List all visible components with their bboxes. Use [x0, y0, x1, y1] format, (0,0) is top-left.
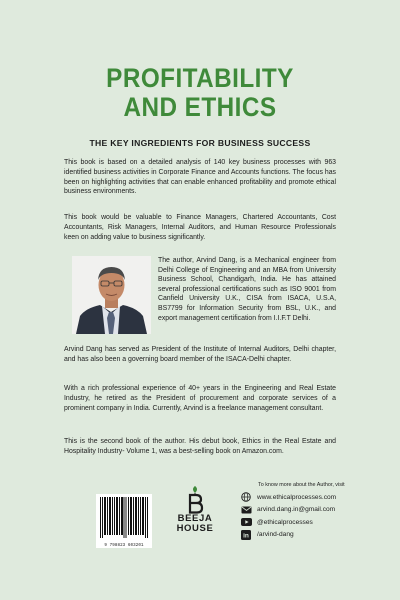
contact-youtube[interactable] [240, 516, 390, 529]
contact-heading: To know more about the Author, visit [258, 482, 345, 488]
author-experience-paragraph: With a rich professional experience of 40+ years in the Engineering and Real Estate Industry, he retired as the President of procurement and corporate services of a prominent company in India. Currently, Arvind is a freelance management consultant. [64, 385, 336, 412]
email-icon [240, 505, 252, 515]
linkedin-icon [240, 530, 252, 540]
author-contact [240, 482, 390, 541]
author-roles-paragraph: Arvind Dang has served as President of the Institute of Internal Auditors, Delhi chapter, and has also been a governing board member of the ISACA-Delhi chapter. [64, 346, 336, 363]
author-photo [72, 256, 151, 334]
contact-email[interactable] [240, 504, 390, 517]
website-link[interactable]: www.ethicalprocesses.com [257, 493, 337, 501]
youtube-link[interactable]: @ethicalprocesses [257, 518, 313, 526]
barcode-bars [99, 497, 149, 538]
publisher-name-line-2: HOUSE [176, 523, 214, 534]
isbn-barcode [96, 494, 152, 548]
isbn-number: 9 798823 603201 [104, 544, 144, 548]
svg-text:in: in [243, 532, 249, 540]
title-line-2: AND ETHICS [123, 92, 277, 122]
author-bio: The author, Arvind Dang, is a Mechanical engineer from Delhi College of Engineering and an MBA from University Business School, Chandigarh, India. He has attained several professional certifications such as ISO 9001 from Canfield University U.K., CISA from ISACA, U.S.A, BS7799 for Information Security from BSL, U.K., and export management certification from I.I.F.T Delhi. [158, 257, 336, 322]
email-link[interactable]: arvind.dang.in@gmail.com [257, 506, 336, 514]
author-books-paragraph: This is the second book of the author. His debut book, Ethics in the Real Estate and Hospitality Industry- Volume 1, was a best-selling book on Amazon.com. [64, 438, 336, 455]
book-subtitle: THE KEY INGREDIENTS FOR BUSINESS SUCCESS [89, 138, 311, 148]
publisher-name-line-1: BEEJA [177, 513, 213, 524]
globe-icon [240, 492, 252, 502]
book-title [20, 64, 380, 122]
title-line-1: PROFITABILITY [106, 63, 294, 93]
linkedin-link[interactable]: /arvind-dang [257, 531, 294, 539]
publisher-logo [168, 484, 222, 534]
beeja-house-logo-icon [185, 484, 205, 514]
youtube-icon [240, 517, 252, 527]
audience-paragraph: This book would be valuable to Finance Managers, Chartered Accountants, Cost Accountants, Risk Managers, Internal Auditors, and Human Resource Professionals keen on adding value to business significantly. [64, 214, 336, 241]
contact-website[interactable] [240, 491, 390, 504]
summary-paragraph: This book is based on a detailed analysis of 140 key business processes with 963 identified business activities in Corporate Finance and Accounts functions. The focus has been on highlighting activities that can enable enhanced profitability and promote ethical business environments. [64, 159, 336, 196]
contact-linkedin[interactable] [240, 529, 390, 542]
